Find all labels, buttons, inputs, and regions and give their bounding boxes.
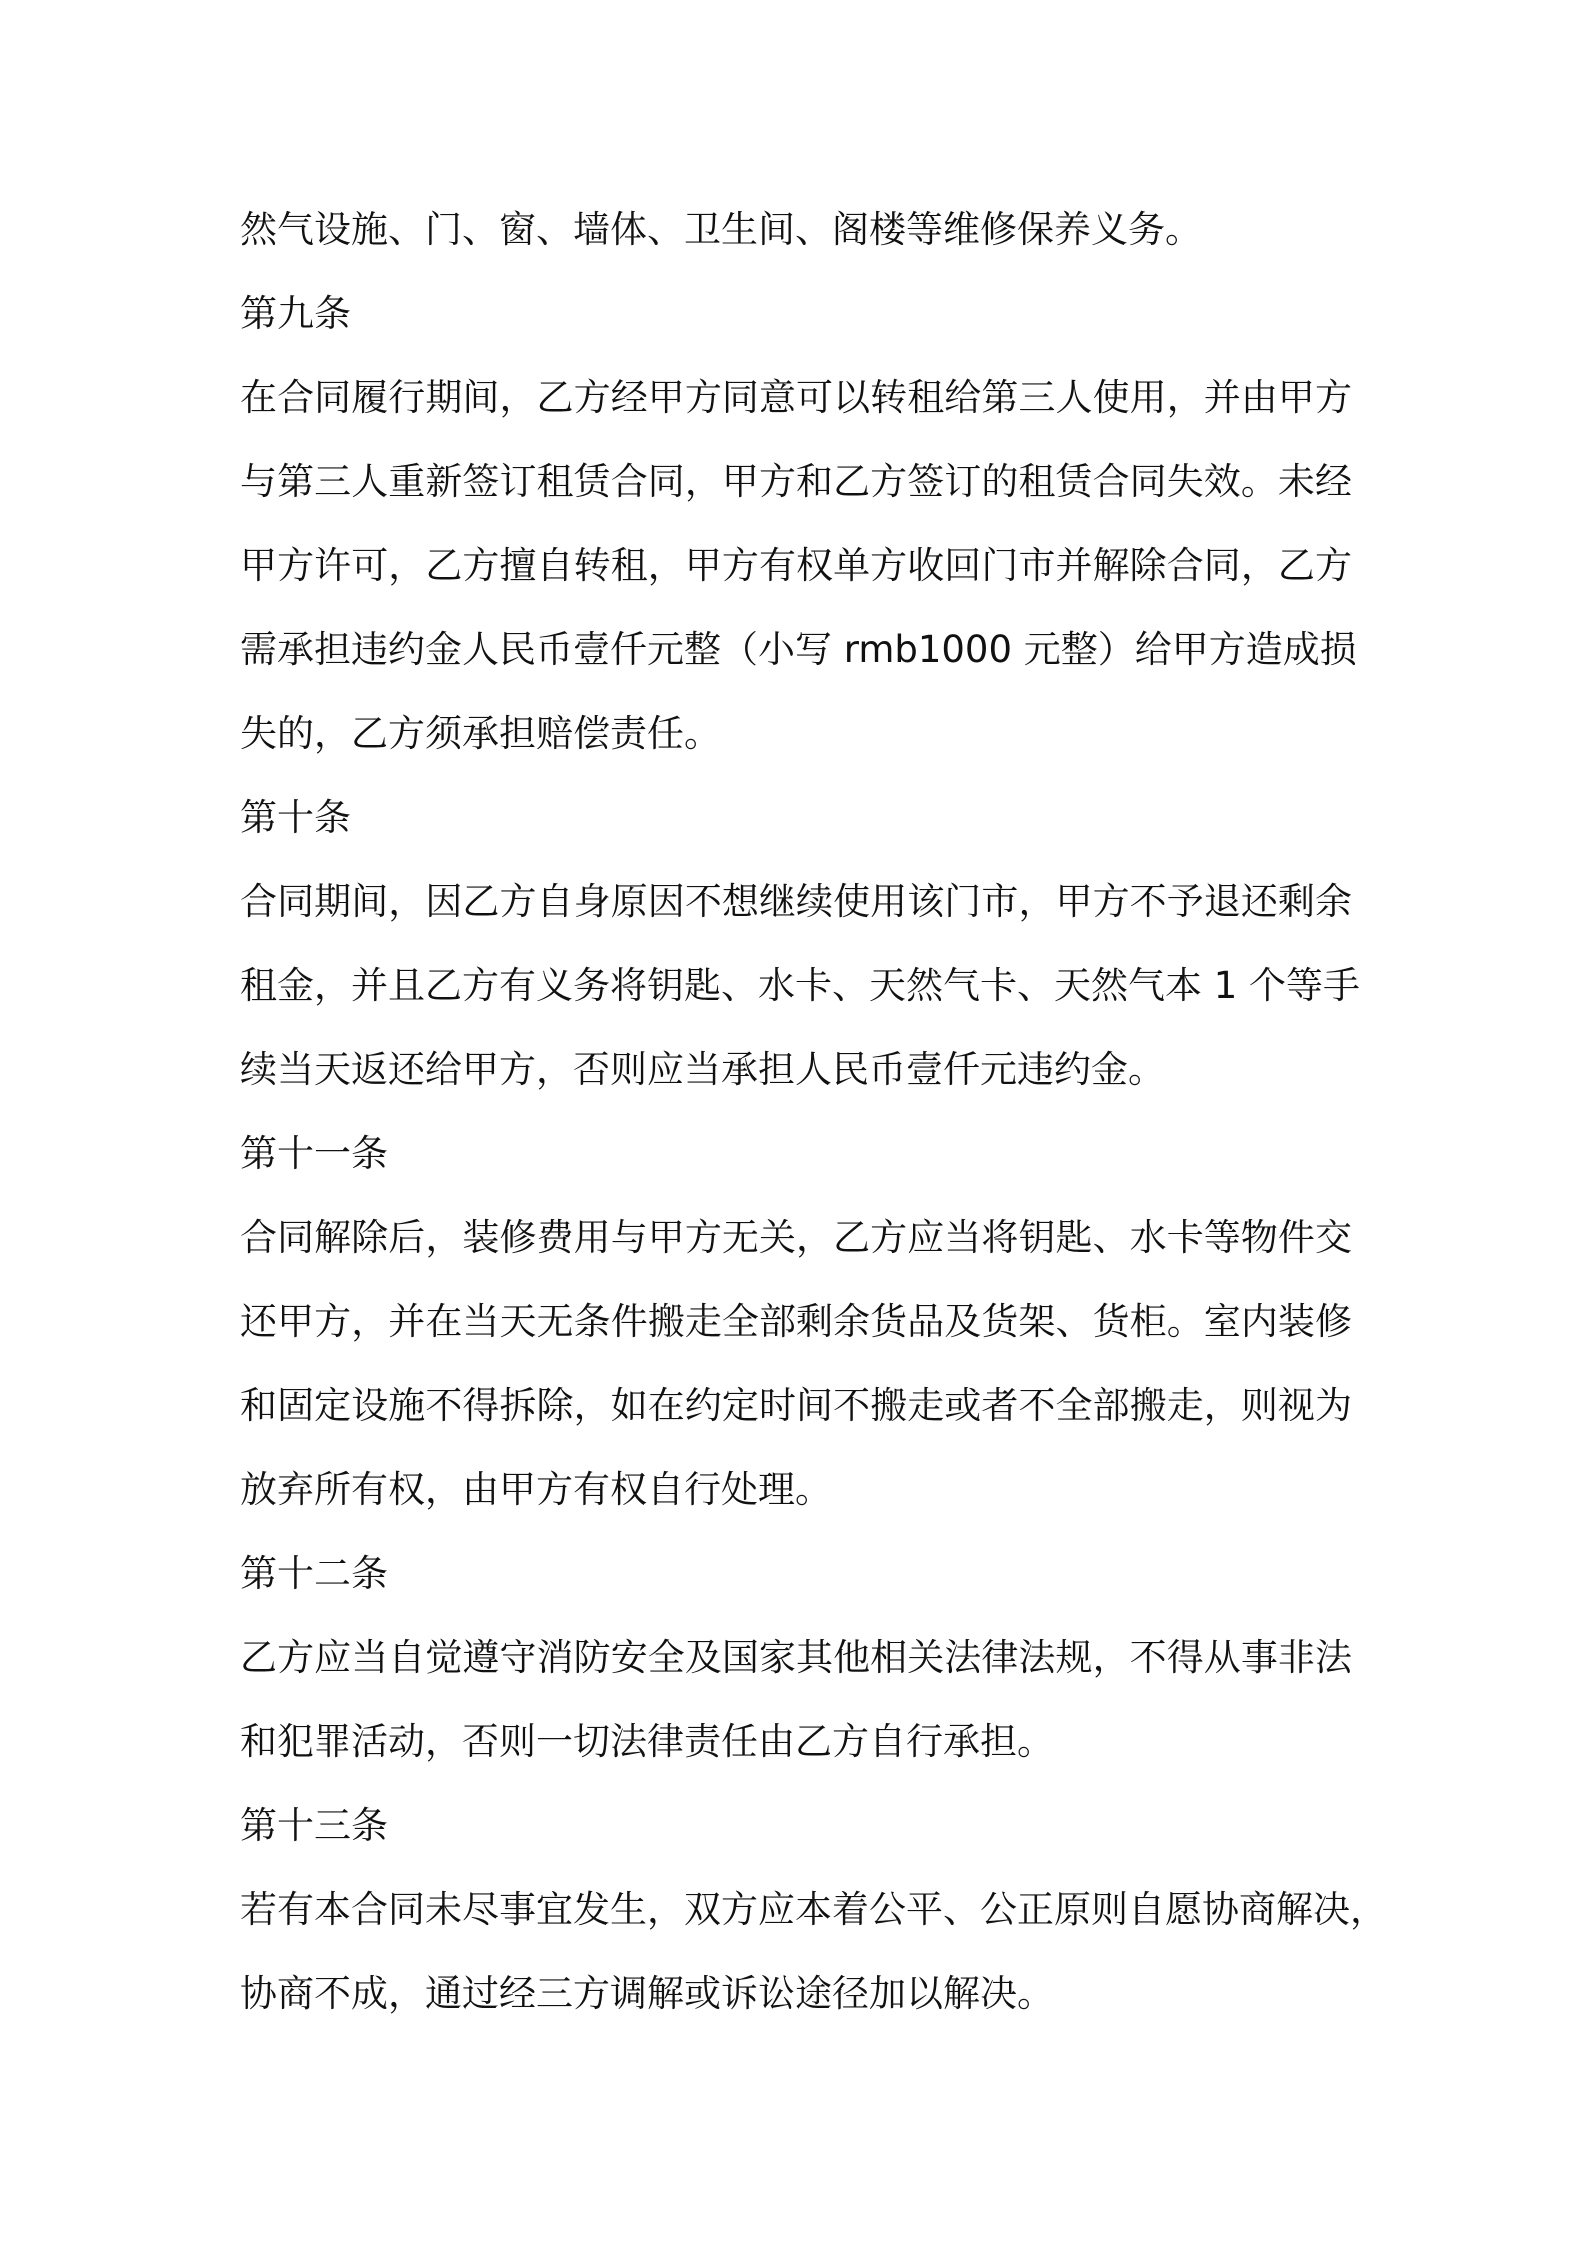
paragraph-line: 放弃所有权，由甲方有权自行处理。	[240, 1468, 832, 1511]
article-heading: 第十二条	[240, 1552, 388, 1595]
paragraph-line: 租金，并且乙方有义务将钥匙、水卡、天然气卡、天然气本 1 个等手	[240, 964, 1361, 1007]
paragraph-line: 甲方许可，乙方擅自转租，甲方有权单方收回门市并解除合同，乙方	[240, 544, 1352, 587]
intro-paragraph	[240, 188, 1352, 272]
paragraph-line: 和固定设施不得拆除，如在约定时间不搬走或者不全部搬走，则视为	[240, 1384, 1352, 1427]
article-11	[240, 1112, 1352, 1532]
document-body	[240, 188, 1387, 2036]
article-heading: 第十条	[240, 796, 351, 839]
article-10	[240, 776, 1361, 1112]
paragraph-line: 续当天返还给甲方，否则应当承担人民币壹仟元违约金。	[240, 1048, 1165, 1091]
article-heading: 第十三条	[240, 1804, 388, 1847]
paragraph-line: 合同解除后，装修费用与甲方无关，乙方应当将钥匙、水卡等物件交	[240, 1216, 1352, 1259]
paragraph-line: 需承担违约金人民币壹仟元整（小写 rmb1000 元整）给甲方造成损	[240, 628, 1357, 671]
article-9	[240, 272, 1357, 776]
paragraph-line: 与第三人重新签订租赁合同，甲方和乙方签订的租赁合同失效。未经	[240, 460, 1352, 503]
article-12	[240, 1532, 1352, 1784]
paragraph-line: 协商不成，通过经三方调解或诉讼途径加以解决。	[240, 1972, 1054, 2015]
paragraph-line: 然气设施、门、窗、墙体、卫生间、阁楼等维修保养义务。	[240, 208, 1202, 251]
article-heading: 第十一条	[240, 1132, 388, 1175]
paragraph-line: 和犯罪活动，否则一切法律责任由乙方自行承担。	[240, 1720, 1054, 1763]
article-heading: 第九条	[240, 292, 351, 335]
paragraph-line: 失的，乙方须承担赔偿责任。	[240, 712, 721, 755]
paragraph-line: 还甲方，并在当天无条件搬走全部剩余货品及货架、货柜。室内装修	[240, 1300, 1352, 1343]
paragraph-line: 若有本合同未尽事宜发生，双方应本着公平、公正原则自愿协商解决，	[240, 1888, 1387, 1931]
paragraph-line: 在合同履行期间，乙方经甲方同意可以转租给第三人使用，并由甲方	[240, 376, 1352, 419]
paragraph-line: 乙方应当自觉遵守消防安全及国家其他相关法律法规，不得从事非法	[240, 1636, 1352, 1679]
article-13	[240, 1784, 1387, 2036]
paragraph-line: 合同期间，因乙方自身原因不想继续使用该门市，甲方不予退还剩余	[240, 880, 1352, 923]
